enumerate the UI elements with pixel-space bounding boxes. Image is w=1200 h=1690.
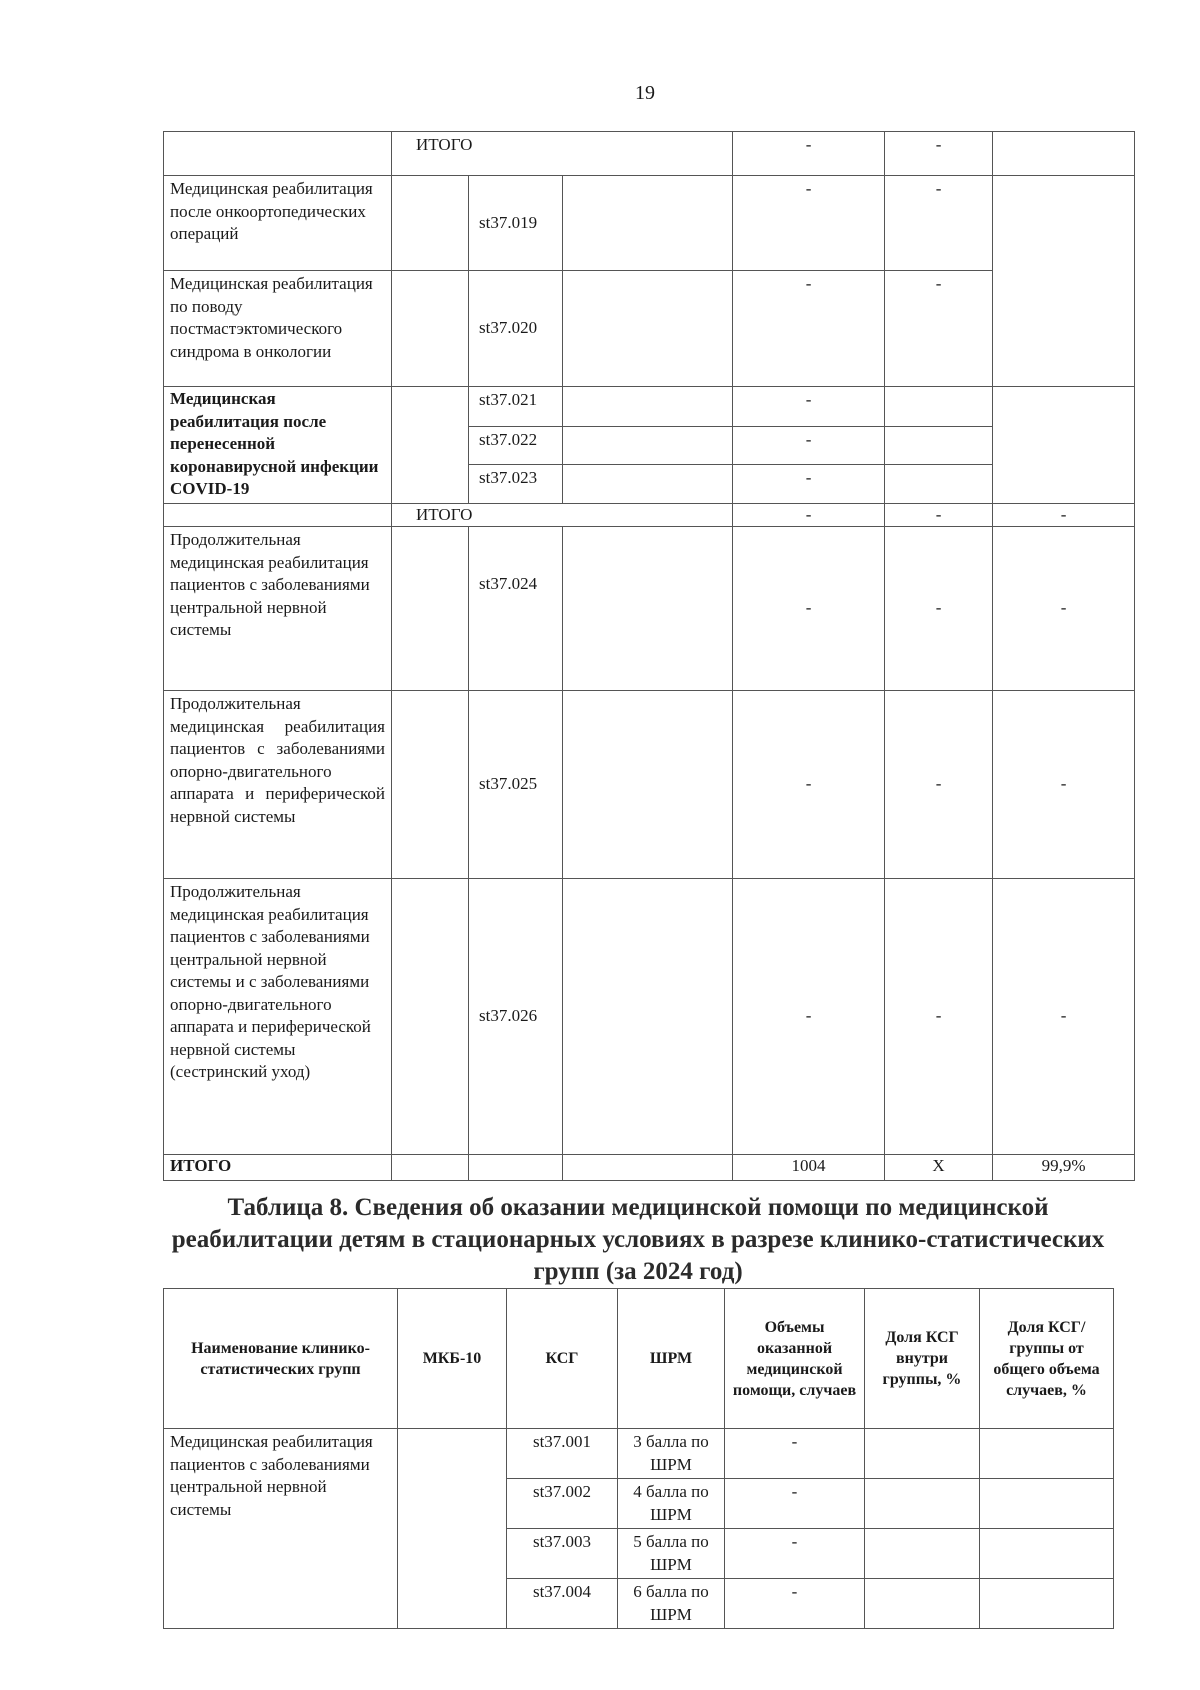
header-volume: Объемы оказанной медицинской помощи, случаев bbox=[725, 1289, 865, 1429]
cell-value: - bbox=[885, 879, 993, 1155]
cell-value: - bbox=[733, 426, 885, 464]
table-row bbox=[164, 879, 1135, 1155]
shrm-value: 5 балла по ШРМ bbox=[618, 1529, 725, 1579]
table-8 bbox=[163, 1288, 1114, 1629]
ksg-code: st37.021 bbox=[469, 387, 563, 427]
table-8-title: Таблица 8. Сведения об оказании медицинской помощи по медицинской реабилитации детям в стационарных условиях в разрезе клинико-статистических групп (за 2024 год) bbox=[171, 1194, 1105, 1285]
cell-value: - bbox=[885, 503, 993, 527]
group-name: Продолжительная медицинская реабилитация пациентов с заболеваниями центральной нервной системы и с заболеваниями опорно-двигательного аппарата и периферической нервной системы (сестринский уход) bbox=[164, 879, 392, 1155]
ksg-code: st37.002 bbox=[507, 1479, 618, 1529]
cell-value: - bbox=[993, 527, 1135, 691]
ksg-code: st37.022 bbox=[469, 426, 563, 464]
cell-value: - bbox=[725, 1579, 865, 1629]
ksg-code: st37.023 bbox=[469, 465, 563, 503]
cell-value: - bbox=[733, 271, 885, 387]
header-mkb: МКБ-10 bbox=[398, 1289, 507, 1429]
group-name: Медицинская реабилитация пациентов с заболеваниями центральной нервной системы bbox=[164, 1429, 398, 1629]
total-label: ИТОГО bbox=[164, 1155, 392, 1181]
cell-value: - bbox=[725, 1529, 865, 1579]
cell-value: - bbox=[733, 527, 885, 691]
subtotal-label: ИТОГО bbox=[392, 132, 733, 176]
shrm-value: 3 балла по ШРМ bbox=[618, 1429, 725, 1479]
table-row bbox=[164, 176, 1135, 271]
cell-value: - bbox=[733, 465, 885, 503]
cell-value: - bbox=[885, 527, 993, 691]
ksg-code: st37.019 bbox=[469, 176, 563, 271]
table-row bbox=[164, 1155, 1135, 1181]
cell-value: - bbox=[725, 1429, 865, 1479]
cell-value: - bbox=[725, 1479, 865, 1529]
cell-value: - bbox=[885, 132, 993, 176]
cell-value: - bbox=[733, 176, 885, 271]
total-share-overall: 99,9% bbox=[993, 1155, 1135, 1181]
ksg-code: st37.025 bbox=[469, 691, 563, 879]
cell-value: - bbox=[733, 387, 885, 427]
shrm-value: 6 балла по ШРМ bbox=[618, 1579, 725, 1629]
ksg-code: st37.004 bbox=[507, 1579, 618, 1629]
page-number: 19 bbox=[635, 82, 655, 104]
header-shrm: ШРМ bbox=[618, 1289, 725, 1429]
table-row bbox=[164, 271, 1135, 387]
table-row bbox=[164, 503, 1135, 527]
table-header-row bbox=[164, 1289, 1114, 1429]
ksg-table-continuation bbox=[163, 131, 1135, 1181]
cell-value: - bbox=[993, 879, 1135, 1155]
table-row bbox=[164, 1429, 1114, 1479]
cell-value: - bbox=[885, 691, 993, 879]
table-row bbox=[164, 691, 1135, 879]
cell-value: - bbox=[885, 271, 993, 387]
cell-value: - bbox=[733, 879, 885, 1155]
ksg-code: st37.020 bbox=[469, 271, 563, 387]
group-name: Медицинская реабилитация после онкоортопедических операций bbox=[164, 176, 392, 271]
cell-value: - bbox=[993, 503, 1135, 527]
cell-value: - bbox=[733, 132, 885, 176]
cell-value: - bbox=[885, 176, 993, 271]
ksg-code: st37.026 bbox=[469, 879, 563, 1155]
group-name: Продолжительная медицинская реабилитация пациентов с заболеваниями центральной нервной системы bbox=[164, 527, 392, 691]
cell-value: - bbox=[733, 691, 885, 879]
table-row bbox=[164, 527, 1135, 691]
total-cases: 1004 bbox=[733, 1155, 885, 1181]
table-row bbox=[164, 132, 1135, 176]
header-ksg: КСГ bbox=[507, 1289, 618, 1429]
cell-value: - bbox=[993, 691, 1135, 879]
group-name: Медицинская реабилитация по поводу постмастэктомического синдрома в онкологии bbox=[164, 271, 392, 387]
ksg-code: st37.024 bbox=[469, 527, 563, 691]
header-share-total: Доля КСГ/группы от общего объема случаев, % bbox=[980, 1289, 1114, 1429]
group-name: Медицинская реабилитация после перенесенной коронавирусной инфекции COVID-19 bbox=[164, 387, 392, 504]
total-share-group: Х bbox=[885, 1155, 993, 1181]
shrm-value: 4 балла по ШРМ bbox=[618, 1479, 725, 1529]
subtotal-label: ИТОГО bbox=[392, 503, 733, 527]
ksg-code: st37.003 bbox=[507, 1529, 618, 1579]
header-share-within-group: Доля КСГ внутри группы, % bbox=[865, 1289, 980, 1429]
table-row bbox=[164, 387, 1135, 427]
ksg-code: st37.001 bbox=[507, 1429, 618, 1479]
header-group-name: Наименование клинико-статистических групп bbox=[164, 1289, 398, 1429]
group-name: Продолжительная медицинская реабилитация пациентов с заболеваниями опорно-двигательного аппарата и периферической нервной системы bbox=[164, 691, 392, 879]
cell-value: - bbox=[733, 503, 885, 527]
